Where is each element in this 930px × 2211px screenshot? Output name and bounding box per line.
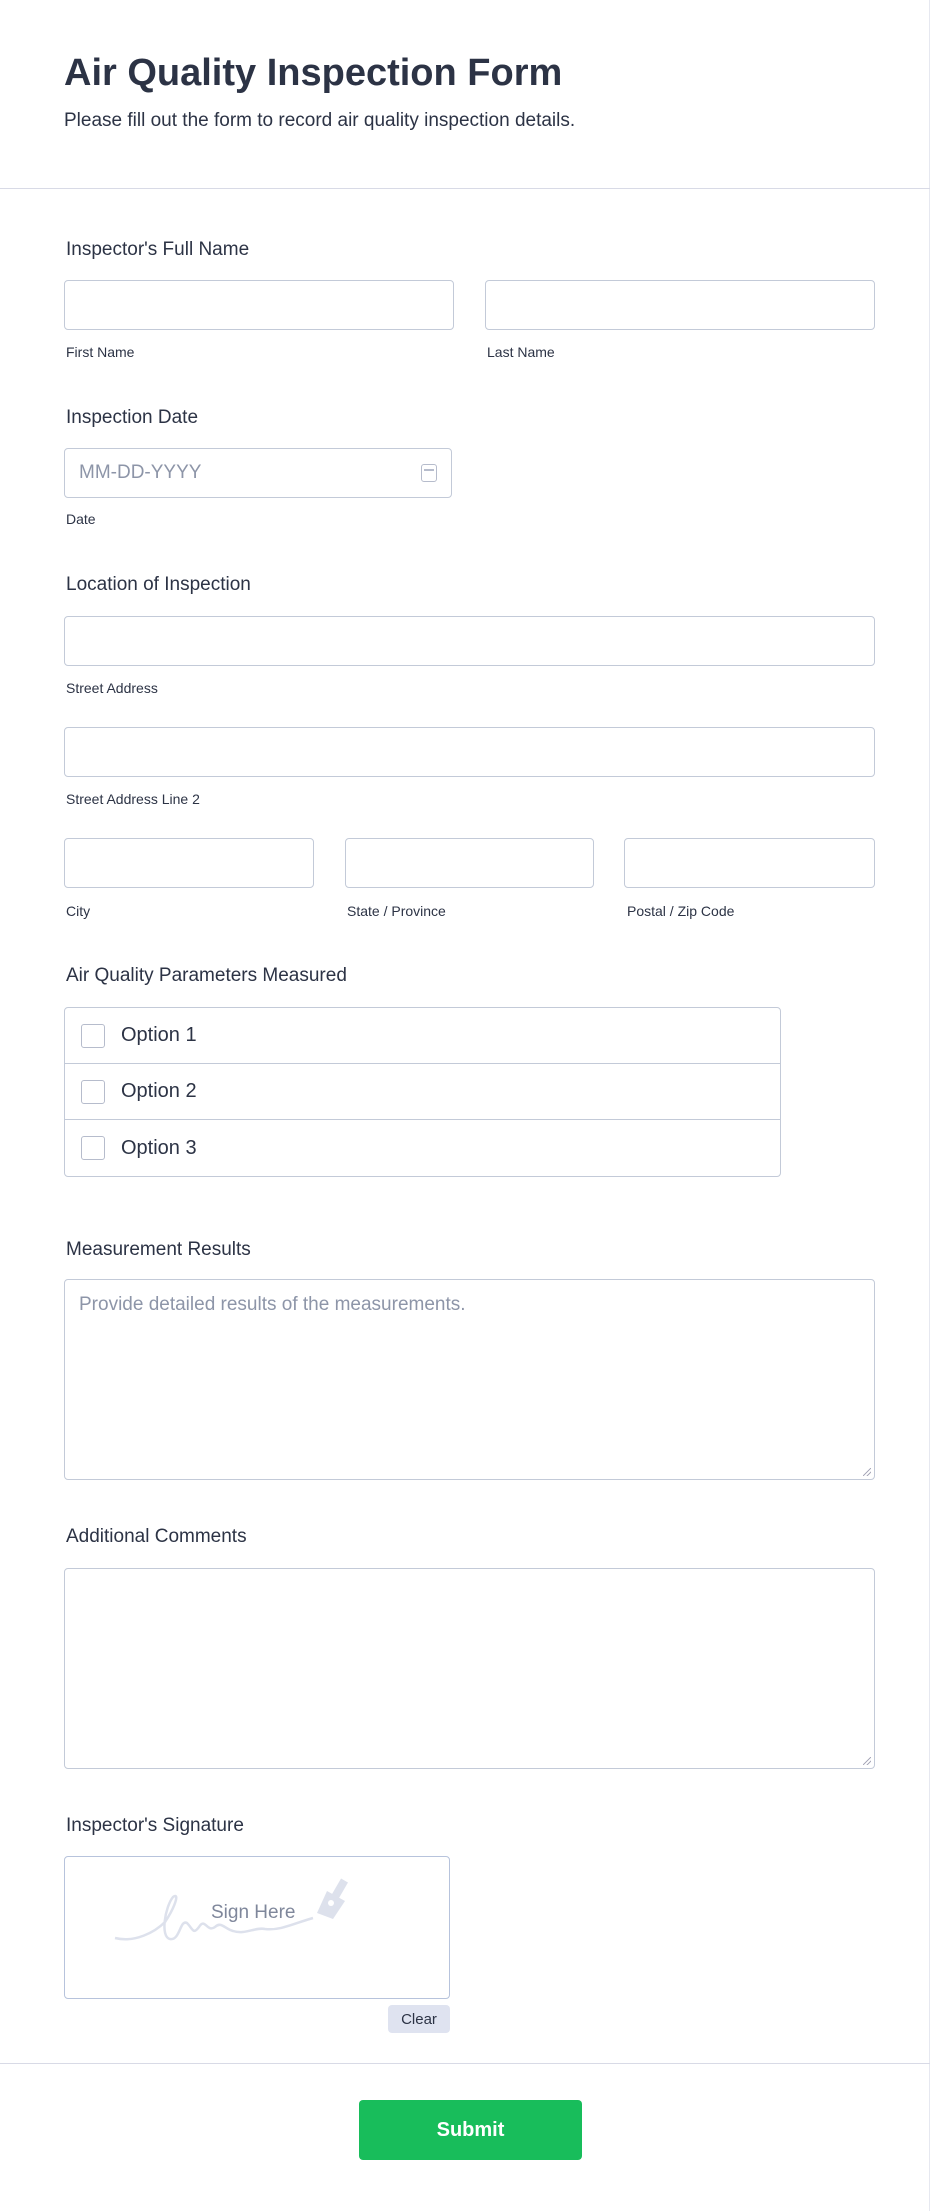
date-placeholder: MM-DD-YYYY <box>79 462 202 483</box>
street-sublabel: Street Address <box>66 680 158 696</box>
last-name-sublabel: Last Name <box>487 344 555 360</box>
option-label: Option 2 <box>121 1080 197 1102</box>
date-label: Inspection Date <box>66 407 199 428</box>
date-sublabel: Date <box>66 511 96 527</box>
results-placeholder: Provide detailed results of the measurements. <box>79 1294 466 1315</box>
submit-button[interactable]: Submit <box>359 2100 582 2160</box>
checkbox[interactable] <box>81 1080 105 1104</box>
page-title: Air Quality Inspection Form <box>64 52 563 94</box>
sign-here-text: Sign Here <box>211 1902 296 1923</box>
footer-divider <box>0 2063 930 2064</box>
signature-pad[interactable] <box>64 1856 450 1999</box>
name-label: Inspector's Full Name <box>66 239 250 260</box>
checkbox[interactable] <box>81 1136 105 1160</box>
street2-sublabel: Street Address Line 2 <box>66 791 200 807</box>
checkbox[interactable] <box>81 1024 105 1048</box>
header-divider <box>0 188 930 189</box>
clear-signature-button[interactable]: Clear <box>388 2005 450 2033</box>
street-input[interactable] <box>64 616 875 666</box>
calendar-icon[interactable] <box>421 464 437 482</box>
parameters-label: Air Quality Parameters Measured <box>66 965 347 986</box>
last-name-input[interactable] <box>485 280 875 330</box>
state-input[interactable] <box>345 838 594 888</box>
option-label: Option 1 <box>121 1024 197 1046</box>
option-2[interactable] <box>65 1064 780 1120</box>
page-subtitle: Please fill out the form to record air quality inspection details. <box>64 110 576 131</box>
zip-input[interactable] <box>624 838 875 888</box>
location-label: Location of Inspection <box>66 574 251 595</box>
first-name-sublabel: First Name <box>66 344 135 360</box>
city-sublabel: City <box>66 903 91 919</box>
state-sublabel: State / Province <box>347 903 446 919</box>
signature-illustration-icon <box>65 1857 451 2000</box>
comments-textarea[interactable] <box>64 1568 875 1769</box>
results-label: Measurement Results <box>66 1239 251 1260</box>
street2-input[interactable] <box>64 727 875 777</box>
option-1[interactable] <box>65 1008 780 1064</box>
city-input[interactable] <box>64 838 314 888</box>
parameters-checklist <box>64 1007 781 1177</box>
date-input[interactable] <box>64 448 452 498</box>
zip-sublabel: Postal / Zip Code <box>627 903 735 919</box>
comments-label: Additional Comments <box>66 1526 247 1547</box>
resize-handle-icon[interactable] <box>863 1468 871 1476</box>
option-3[interactable] <box>65 1120 780 1176</box>
option-label: Option 3 <box>121 1136 197 1159</box>
results-textarea[interactable] <box>64 1279 875 1480</box>
signature-label: Inspector's Signature <box>66 1815 244 1836</box>
first-name-input[interactable] <box>64 280 454 330</box>
resize-handle-icon[interactable] <box>863 1757 871 1765</box>
